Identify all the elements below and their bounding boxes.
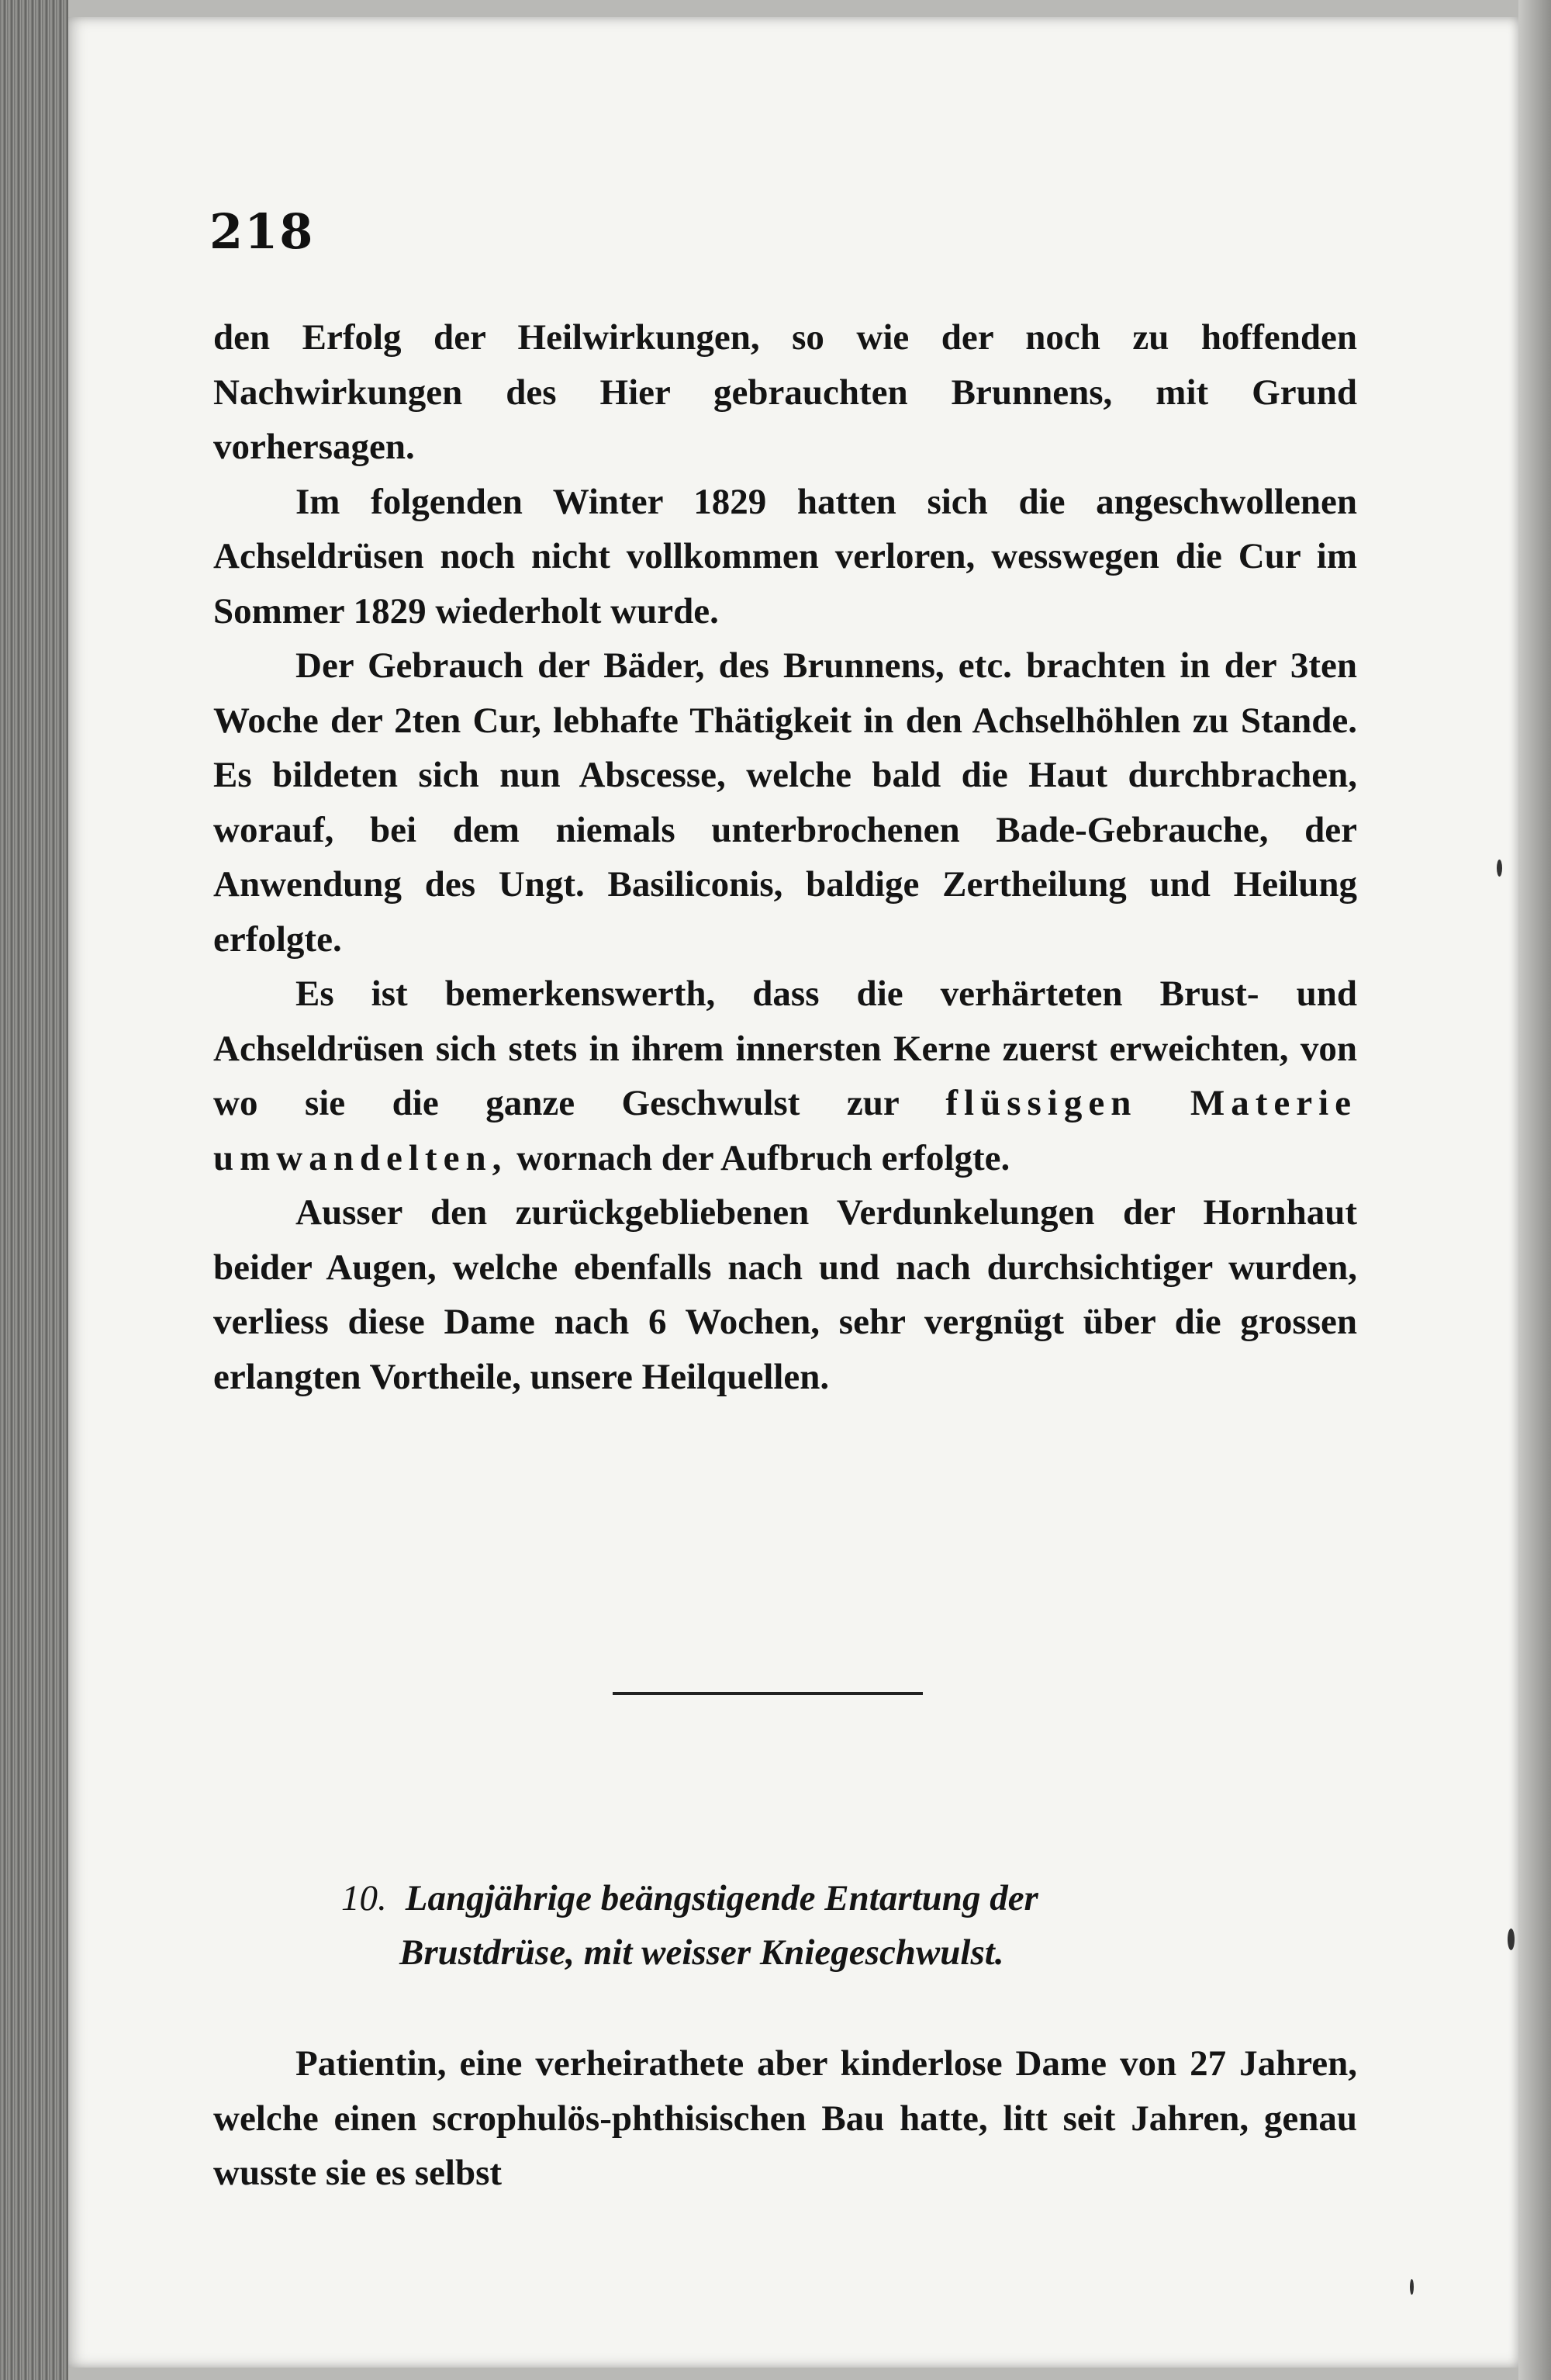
paragraph-1: den Erfolg der Heilwirkungen, so wie der noch zu hoffenden Nachwirkungen des Hier gebrauchten Brunnens, mit Grund vorhersagen. bbox=[213, 317, 1357, 467]
paragraph-4 bbox=[213, 967, 1357, 1185]
section-body-text bbox=[213, 2036, 1357, 2201]
margin-mark bbox=[1410, 2279, 1414, 2295]
paragraph-4-start: Es ist bemerkenswerth, dass die verhärteten Brust- und Achseldrüsen sich stets in ihrem innersten Kerne zuerst erweichten, von wo sie die ganze Geschwulst zur bbox=[213, 974, 1357, 1123]
paragraph-2: Im folgenden Winter 1829 hatten sich die angeschwollenen Achseldrüsen noch nicht vollkommen verloren, wesswegen die Cur im Sommer 1829 wiederholt wurde. bbox=[213, 481, 1357, 631]
margin-mark bbox=[1497, 860, 1502, 877]
book-edge-left bbox=[0, 0, 68, 2380]
body-text bbox=[213, 310, 1357, 1404]
margin-mark bbox=[1508, 1929, 1515, 1950]
section-divider bbox=[613, 1692, 923, 1695]
section-heading bbox=[213, 1871, 1357, 1980]
section-heading-line-1 bbox=[213, 1871, 1357, 1925]
emphasized-phrase: flüssigen Materie umwandelten, bbox=[213, 1083, 1358, 1178]
section-title-part-1: Langjährige beängstigende Entartung der bbox=[405, 1878, 1038, 1918]
section-title-part-2: Brustdrüse, mit weisser Kniegeschwulst. bbox=[399, 1932, 1004, 1973]
paragraph-5: Ausser den zurückgebliebenen Verdunkelungen der Hornhaut beider Augen, welche ebenfalls nach und nach durchsichtiger wurden, verliess diese Dame nach 6 Wochen, sehr vergnügt über die grossen erlangten Vortheile, unsere Heilquellen. bbox=[213, 1192, 1357, 1397]
closing-paragraph: Patientin, eine verheirathete aber kinderlose Dame von 27 Jahren, welche einen scrophulös-phthisischen Bau hatte, litt seit Jahren, genau wusste sie es selbst bbox=[213, 2043, 1357, 2193]
page-number: 218 bbox=[209, 203, 315, 260]
paragraph-4-end: wornach der Aufbruch erfolgte. bbox=[516, 1137, 1010, 1178]
section-number: 10. bbox=[341, 1878, 387, 1918]
paragraph-3: Der Gebrauch der Bäder, des Brunnens, etc. brachten in der 3ten Woche der 2ten Cur, lebhafte Thätigkeit in den Achselhöhlen zu Stande. Es bildeten sich nun Abscesse, welche bald die Haut durchbrachen, worauf, bei dem niemals unterbrochenen Bade-Gebrauche, der Anwendung des Ungt. Basiliconis, baldige Zertheilung und Heilung erfolgte. bbox=[213, 645, 1357, 960]
book-edge-right bbox=[1518, 0, 1551, 2380]
